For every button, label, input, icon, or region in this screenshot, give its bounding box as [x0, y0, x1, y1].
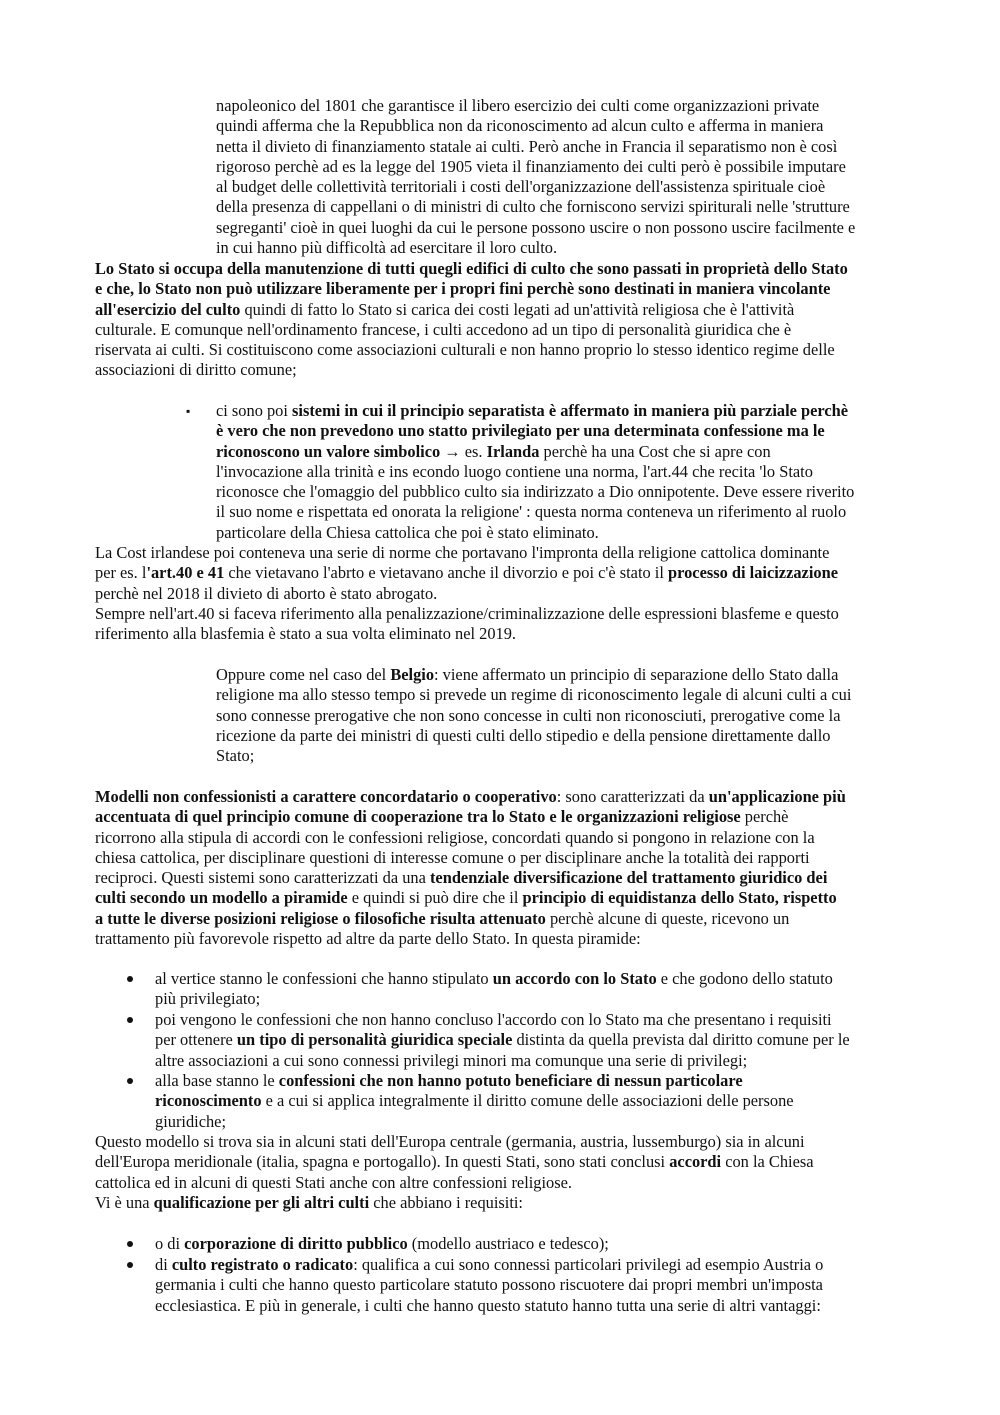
- bold-text-run: e che, lo Stato non può utilizzare liberamente per i propri fini perchè sono destinati in maniera vincolante: [95, 279, 831, 299]
- list-item-registered-cult: [155, 1255, 823, 1316]
- round-bullet-icon: [127, 1262, 133, 1268]
- text-run: per ottenere: [155, 1030, 237, 1050]
- text-run: perchè: [740, 807, 789, 827]
- bold-text-run: Modelli non confessionisti a carattere concordatario o cooperativo: [95, 787, 557, 806]
- round-bullet-icon: [127, 1241, 133, 1247]
- text-run: distinta da quella prevista dal diritto comune per le: [512, 1030, 850, 1050]
- bold-text-run: qualificazione per gli altri culti: [153, 1192, 370, 1212]
- text-run: : qualifica a cui sono connessi particolari privilegi ad esempio Austria o: [353, 1255, 824, 1274]
- text-line: [155, 1051, 850, 1071]
- text-line: [95, 1132, 814, 1152]
- text-line: [216, 462, 854, 482]
- text-run: perchè nel 2018 il divieto di aborto è stato abrogato.: [95, 583, 438, 603]
- text-line: [95, 888, 846, 908]
- text-line: della presenza di cappellani o di ministri di culto che forniscono servizi spiriturali nelle 'strutture: [216, 197, 850, 217]
- text-run: per es. l: [95, 563, 147, 583]
- list-item-pyramid-base: [155, 1071, 794, 1132]
- paragraph-france-continued: [216, 96, 855, 258]
- text-line: [216, 726, 851, 746]
- text-run: di: [155, 1255, 172, 1274]
- text-line: in cui hanno più difficoltà ad esercitare il loro culto.: [216, 238, 558, 258]
- text-line: [95, 360, 848, 380]
- bold-text-run: un'applicazione più: [708, 787, 846, 806]
- text-run: Sempre nell'art.40 si faceva riferimento alla penalizzazione/criminalizzazione delle espressioni blasfeme e questo: [95, 603, 839, 623]
- text-run: Questo modello si trova sia in alcuni stati dell'Europa centrale (germania, austria, lussemburgo) sia in alcuni: [95, 1132, 805, 1151]
- paragraph-belgium: [216, 665, 851, 766]
- text-run: che abbiano i requisiti:: [369, 1192, 523, 1212]
- text-line: [95, 563, 839, 583]
- text-line: [155, 969, 833, 989]
- bold-text-run: all'esercizio del culto: [95, 299, 241, 319]
- bold-text-run: un accordo con lo Stato: [492, 969, 657, 988]
- text-run: : sono caratterizzati da: [556, 787, 709, 806]
- text-run: → es.: [440, 441, 487, 461]
- text-line: [216, 401, 854, 421]
- text-line: [95, 807, 846, 827]
- text-line: [155, 989, 833, 1009]
- text-run: e che godono dello statuto: [656, 969, 833, 988]
- bold-text-run: Belgio: [390, 665, 435, 684]
- bold-text-run: è vero che non prevedono uno statto privilegiato per una determinata confessione ma le: [216, 421, 825, 441]
- text-line: [95, 543, 839, 563]
- text-run: religione ma allo stesso tempo si prevede un regime di riconoscimento legale di alcuni culti a cui: [216, 685, 852, 705]
- round-bullet-icon: [127, 1017, 133, 1023]
- text-run: culturale. E comunque nell'ordinamento francese, i culti accedono ad un tipo di personalità giuridica che è: [95, 319, 792, 339]
- text-run: il suo nome e rispettata ed onorata la religione' : questa norma conteneva un riferimento al ruolo: [216, 502, 847, 522]
- text-run: ricorrono alla stipula di accordi con le confessioni religiose, concordati quando si pongono in relazione con la: [95, 827, 815, 847]
- text-line: [155, 1234, 609, 1254]
- text-line: [216, 421, 854, 441]
- text-line: [95, 868, 846, 888]
- bold-text-run: corporazione di diritto pubblico: [184, 1234, 408, 1253]
- text-run: sono connesse prerogative che non sono concesse in culti non riconosciuti, prerogative come la: [216, 705, 841, 725]
- paragraph-concordatarian-models: [95, 787, 846, 949]
- text-line: [155, 1255, 823, 1275]
- text-line: netta il divieto di finanziamento statale ai culti. Però anche in Francia il separatismo non è così: [216, 136, 838, 156]
- list-item-public-corporation: [155, 1234, 609, 1254]
- text-run: dell'Europa meridionale (italia, spagna e portogallo). In questi Stati, sono stati conclusi: [95, 1152, 670, 1172]
- text-run: trattamento più favorevole rispetto ad altre da parte dello Stato. In questa piramide:: [95, 929, 641, 949]
- text-run: l'invocazione alla trinità e ins econdo luogo contiene una norma, l'art.44 che recita 'lo Stato: [216, 461, 813, 481]
- bold-text-run: a tutte le diverse posizioni religiose o filosofiche risulta attenuato: [95, 908, 546, 928]
- paragraph-irish-constitution: [95, 543, 839, 644]
- text-line: [155, 1296, 823, 1316]
- text-line: [95, 1193, 814, 1213]
- text-run: ecclesiastica. E più in generale, i culti che hanno questo statuto hanno tutta una serie di altri vantaggi:: [155, 1295, 821, 1315]
- bold-text-run: sistemi in cui il principio separatista è affermato in maniera più parziale perchè: [292, 401, 849, 420]
- bold-text-run: culti secondo un modello a piramide: [95, 888, 348, 908]
- text-run: La Cost irlandese poi conteneva una serie di norme che portavano l'impronta della religione cattolica dominante: [95, 543, 830, 562]
- text-line: [216, 442, 854, 462]
- text-run: particolare della Chiesa cattolica che poi è stato eliminato.: [216, 522, 599, 542]
- paragraph-state-maintenance: [95, 259, 848, 381]
- text-run: che vietavano l'abrto e vietavano anche il divorzio e poi c'è stato il: [224, 563, 669, 583]
- text-run: ci sono poi: [216, 401, 293, 420]
- text-line: al budget delle collettività territoriali i costi dell'organizzazione dell'assistenza spirituale cioè: [216, 177, 826, 197]
- square-bullet-icon: ▪: [186, 404, 191, 418]
- text-line: [95, 584, 839, 604]
- bold-text-run: accordi: [669, 1152, 722, 1172]
- text-line: [95, 828, 846, 848]
- text-run: (modello austriaco e tedesco);: [407, 1234, 609, 1253]
- text-line: [95, 1152, 814, 1172]
- text-run: quindi di fatto lo Stato si carica dei costi legati ad un'attività religiosa che è l'attività: [240, 299, 795, 319]
- text-line: [95, 929, 846, 949]
- text-run: riconosce che l'omaggio del pubblico culto sia indirizzato a Dio onnipotente. Deve essere riverito: [216, 482, 855, 502]
- bold-text-run: tendenziale diversificazione del trattamento giuridico dei: [429, 868, 828, 888]
- text-run: giuridiche;: [155, 1111, 227, 1131]
- text-line: [155, 1091, 794, 1111]
- text-line: [95, 300, 848, 320]
- bold-text-run: processo di laicizzazione: [668, 563, 838, 583]
- text-run: reciproci. Questi sistemi sono caratterizzati da una: [95, 868, 430, 888]
- text-run: perchè ha una Cost che si apre con: [539, 441, 771, 461]
- bold-text-run: riconoscono un valore simbolico: [216, 441, 441, 461]
- text-line: [155, 1010, 850, 1030]
- text-run: riservata ai culti. Si costituiscono come associazioni culturali e non hanno proprio lo stesso identico regime delle: [95, 340, 835, 360]
- bold-text-run: confessioni che non hanno potuto beneficiare di nessun particolare: [278, 1071, 743, 1090]
- text-run: con la Chiesa: [721, 1152, 814, 1172]
- text-run: altre associazioni a cui sono connessi privilegi minori ma comunque una serie di privilegi;: [155, 1050, 748, 1070]
- text-run: riferimento alla blasfemia è stato a sua volta eliminato nel 2019.: [95, 624, 517, 644]
- text-line: [216, 685, 851, 705]
- text-line: [216, 665, 851, 685]
- text-line: [155, 1275, 823, 1295]
- round-bullet-icon: [127, 1078, 133, 1084]
- text-line: [216, 746, 851, 766]
- bold-text-run: 'art.40 e 41: [146, 563, 225, 583]
- text-run: e a cui si applica integralmente il diritto comune delle associazioni delle persone: [261, 1091, 794, 1111]
- text-run: perchè alcune di queste, ricevono un: [545, 908, 790, 928]
- text-run: poi vengono le confessioni che non hanno concluso l'accordo con lo Stato ma che presentano i requisiti: [155, 1010, 832, 1029]
- text-line: [95, 320, 848, 340]
- text-line: [155, 1071, 794, 1091]
- text-line: [95, 259, 848, 279]
- list-item-pyramid-middle: [155, 1010, 850, 1071]
- text-run: Vi è una: [95, 1192, 154, 1212]
- text-run: e quindi si può dire che il: [347, 888, 523, 908]
- text-line: rigoroso perchè ad es la legge del 1905 vieta il finanziamento dei culti però è possibile imputare: [216, 156, 846, 176]
- paragraph-ireland: [216, 401, 854, 543]
- text-line: [155, 1030, 850, 1050]
- text-run: Oppure come nel caso del: [216, 665, 391, 684]
- text-run: alla base stanno le: [155, 1071, 279, 1090]
- text-line: [95, 787, 846, 807]
- bold-text-run: Irlanda: [486, 441, 540, 461]
- text-line: [216, 523, 854, 543]
- text-line: [95, 340, 848, 360]
- bold-text-run: riconoscimento: [155, 1091, 262, 1111]
- text-line: [95, 624, 839, 644]
- text-line: [216, 502, 854, 522]
- text-line: [155, 1112, 794, 1132]
- text-run: cattolica ed in alcuni di questi Stati anche con altre confessioni religiose.: [95, 1172, 572, 1192]
- text-run: chiesa cattolica, per disciplinare questioni di interesse comune o per disciplinare anche la totalità dei rapporti: [95, 847, 810, 867]
- bold-text-run: Lo Stato si occupa della manutenzione di tutti quegli edifici di culto che sono passati in proprietà dello Stato: [95, 259, 848, 278]
- text-run: : viene affermato un principio di separazione dello Stato dalla: [434, 665, 839, 684]
- bold-text-run: accentuata di quel principio comune di cooperazione tra lo Stato e le organizzazioni religiose: [95, 807, 741, 827]
- text-run: Stato;: [216, 746, 255, 766]
- text-line: [95, 604, 839, 624]
- text-line: quindi afferma che la Repubblica non da riconoscimento ad alcun culto e afferma in maniera: [216, 116, 824, 136]
- paragraph-model-countries: [95, 1132, 814, 1213]
- text-run: più privilegiato;: [155, 989, 261, 1009]
- round-bullet-icon: [127, 976, 133, 982]
- text-run: al vertice stanno le confessioni che hanno stipulato: [155, 969, 493, 988]
- text-line: [95, 279, 848, 299]
- text-line: [95, 1173, 814, 1193]
- text-line: [216, 482, 854, 502]
- bold-text-run: un tipo di personalità giuridica speciale: [236, 1030, 513, 1050]
- text-line: [95, 909, 846, 929]
- text-run: o di: [155, 1234, 185, 1253]
- list-item-pyramid-top: [155, 969, 833, 1010]
- text-run: associazioni di diritto comune;: [95, 360, 297, 380]
- text-run: ricezione da parte dei ministri di questi culti dello stipedio e della pensione direttamente dallo: [216, 725, 831, 745]
- bold-text-run: culto registrato o radicato: [171, 1255, 354, 1274]
- bold-text-run: principio di equidistanza dello Stato, rispetto: [522, 888, 837, 908]
- text-line: [95, 848, 846, 868]
- text-line: napoleonico del 1801 che garantisce il libero esercizio dei culti come organizzazioni private: [216, 96, 820, 115]
- text-line: [216, 706, 851, 726]
- text-line: segreganti' cioè in quei luoghi da cui le persone possono uscire o non possono uscire facilmente e: [216, 217, 856, 237]
- text-run: germania i culti che hanno questo particolare statuto possono riscuotere dai propri membri un'imposta: [155, 1275, 823, 1295]
